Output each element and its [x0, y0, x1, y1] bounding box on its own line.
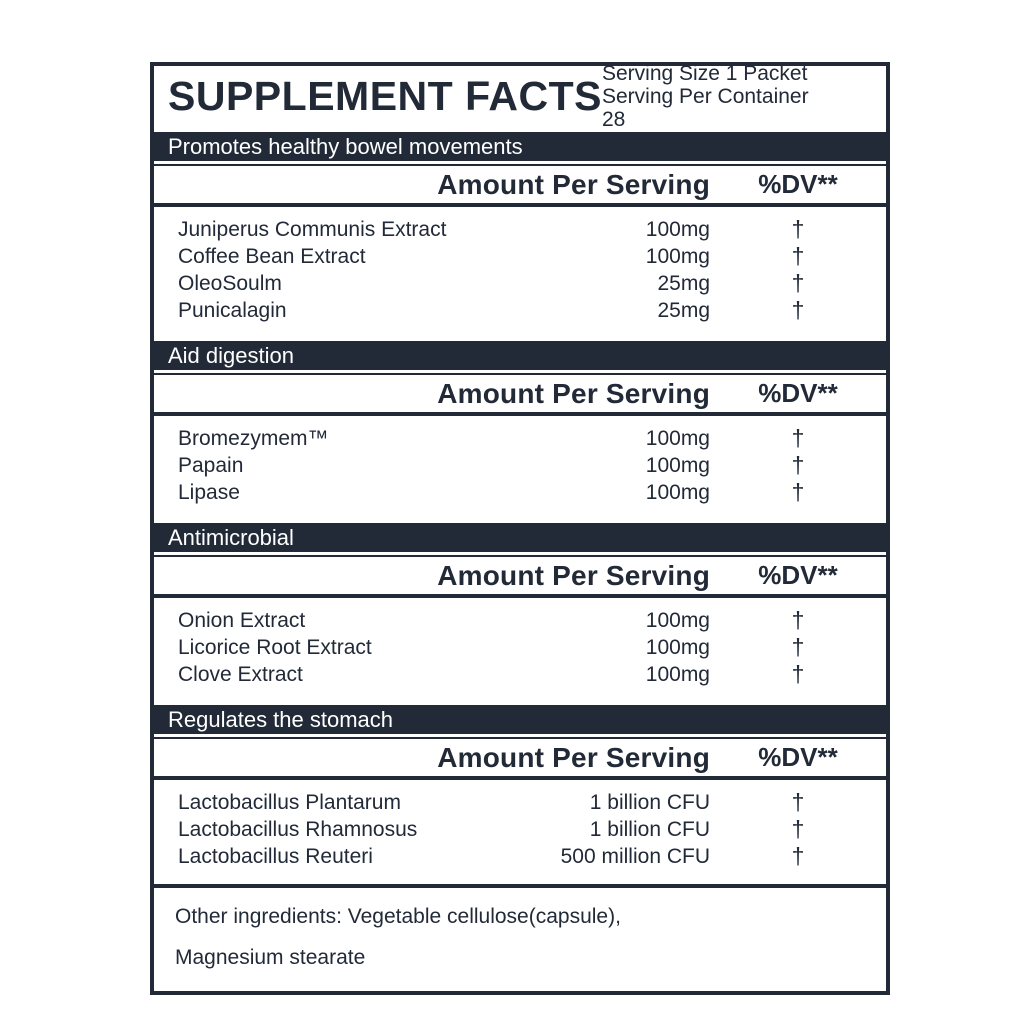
ingredient-dv-dagger: † [791, 452, 805, 478]
ingredient-name: Juniperus Communis Extract [178, 217, 447, 241]
column-header-row [150, 555, 890, 598]
ingredient-row [154, 243, 886, 270]
ingredient-amount: 100mg [645, 608, 710, 632]
dv-header: %DV** [758, 742, 838, 772]
ingredient-dv-dagger: † [791, 789, 805, 815]
ingredient-dv-dagger: † [791, 425, 805, 451]
ingredient-row [154, 216, 886, 243]
ingredient-name: Punicalagin [178, 298, 287, 322]
ingredient-amount: 100mg [645, 662, 710, 686]
ingredient-row [154, 270, 886, 297]
ingredient-row [154, 816, 886, 843]
ingredient-dv-dagger: † [791, 216, 805, 242]
ingredient-rows [150, 598, 890, 702]
other-ingredients-box [150, 884, 890, 995]
ingredient-dv-dagger: † [791, 270, 805, 296]
ingredient-row [154, 479, 886, 506]
column-header-row [150, 737, 890, 780]
other-ingredients-line2: Magnesium stearate [175, 946, 366, 969]
ingredient-row [154, 607, 886, 634]
ingredient-name: Bromezymem™ [178, 426, 329, 450]
panel-title: SUPPLEMENT FACTS [168, 73, 602, 119]
dv-header: %DV** [758, 378, 838, 408]
ingredient-rows [150, 416, 890, 520]
ingredient-amount: 1 billion CFU [589, 817, 710, 841]
ingredient-amount: 100mg [645, 453, 710, 477]
ingredient-row [154, 425, 886, 452]
ingredient-amount: 25mg [657, 271, 710, 295]
ingredient-amount: 100mg [645, 217, 710, 241]
ingredient-name: Lactobacillus Rhamnosus [178, 817, 418, 841]
ingredient-dv-dagger: † [791, 243, 805, 269]
ingredient-dv-dagger: † [791, 816, 805, 842]
amount-per-serving-header: Amount Per Serving [437, 168, 710, 200]
ingredient-dv-dagger: † [791, 661, 805, 687]
supplement-facts-panel [150, 62, 890, 995]
amount-per-serving-header: Amount Per Serving [437, 377, 710, 409]
title-row [150, 62, 890, 129]
ingredient-dv-dagger: † [791, 634, 805, 660]
serving-info [602, 62, 836, 131]
ingredient-dv-dagger: † [791, 297, 805, 323]
ingredient-row [154, 661, 886, 688]
ingredient-amount: 1 billion CFU [589, 790, 710, 814]
serving-size: Serving Size 1 Packet [601, 62, 808, 85]
ingredient-name: Lipase [178, 480, 240, 504]
ingredient-row [154, 452, 886, 479]
ingredient-name: Onion Extract [178, 608, 306, 632]
ingredient-amount: 100mg [645, 426, 710, 450]
ingredient-row [154, 789, 886, 816]
column-header-row [150, 373, 890, 416]
ingredient-rows [150, 780, 890, 884]
ingredient-row [154, 297, 886, 324]
other-ingredients-line1: Other ingredients: Vegetable cellulose(capsule), [175, 905, 621, 928]
ingredient-name: Clove Extract [178, 662, 303, 686]
ingredient-amount: 100mg [645, 635, 710, 659]
ingredient-amount: 500 million CFU [560, 844, 710, 868]
ingredient-name: Papain [178, 453, 244, 477]
ingredient-name: Lactobacillus Plantarum [178, 790, 401, 814]
dv-header: %DV** [758, 560, 838, 590]
column-header-row [150, 164, 890, 207]
ingredient-name: Coffee Bean Extract [178, 244, 366, 268]
ingredient-dv-dagger: † [791, 843, 805, 869]
ingredient-amount: 100mg [645, 480, 710, 504]
amount-per-serving-header: Amount Per Serving [437, 741, 710, 773]
ingredient-dv-dagger: † [791, 607, 805, 633]
ingredient-amount: 100mg [645, 244, 710, 268]
section-heading-band: Regulates the stomach [150, 705, 890, 734]
amount-per-serving-header: Amount Per Serving [437, 559, 710, 591]
servings-per-container: Serving Per Container 28 [601, 85, 809, 131]
ingredient-row [154, 634, 886, 661]
ingredient-name: OleoSoulm [178, 271, 282, 295]
section-heading-band: Antimicrobial [150, 523, 890, 552]
section-heading-band: Aid digestion [150, 341, 890, 370]
ingredient-row [154, 843, 886, 870]
ingredient-dv-dagger: † [791, 479, 805, 505]
ingredient-name: Lactobacillus Reuteri [178, 844, 373, 868]
ingredient-amount: 25mg [657, 298, 710, 322]
ingredient-rows [150, 207, 890, 338]
section-heading-band: Promotes healthy bowel movements [150, 132, 890, 161]
ingredient-name: Licorice Root Extract [178, 635, 372, 659]
dv-header: %DV** [758, 169, 838, 199]
